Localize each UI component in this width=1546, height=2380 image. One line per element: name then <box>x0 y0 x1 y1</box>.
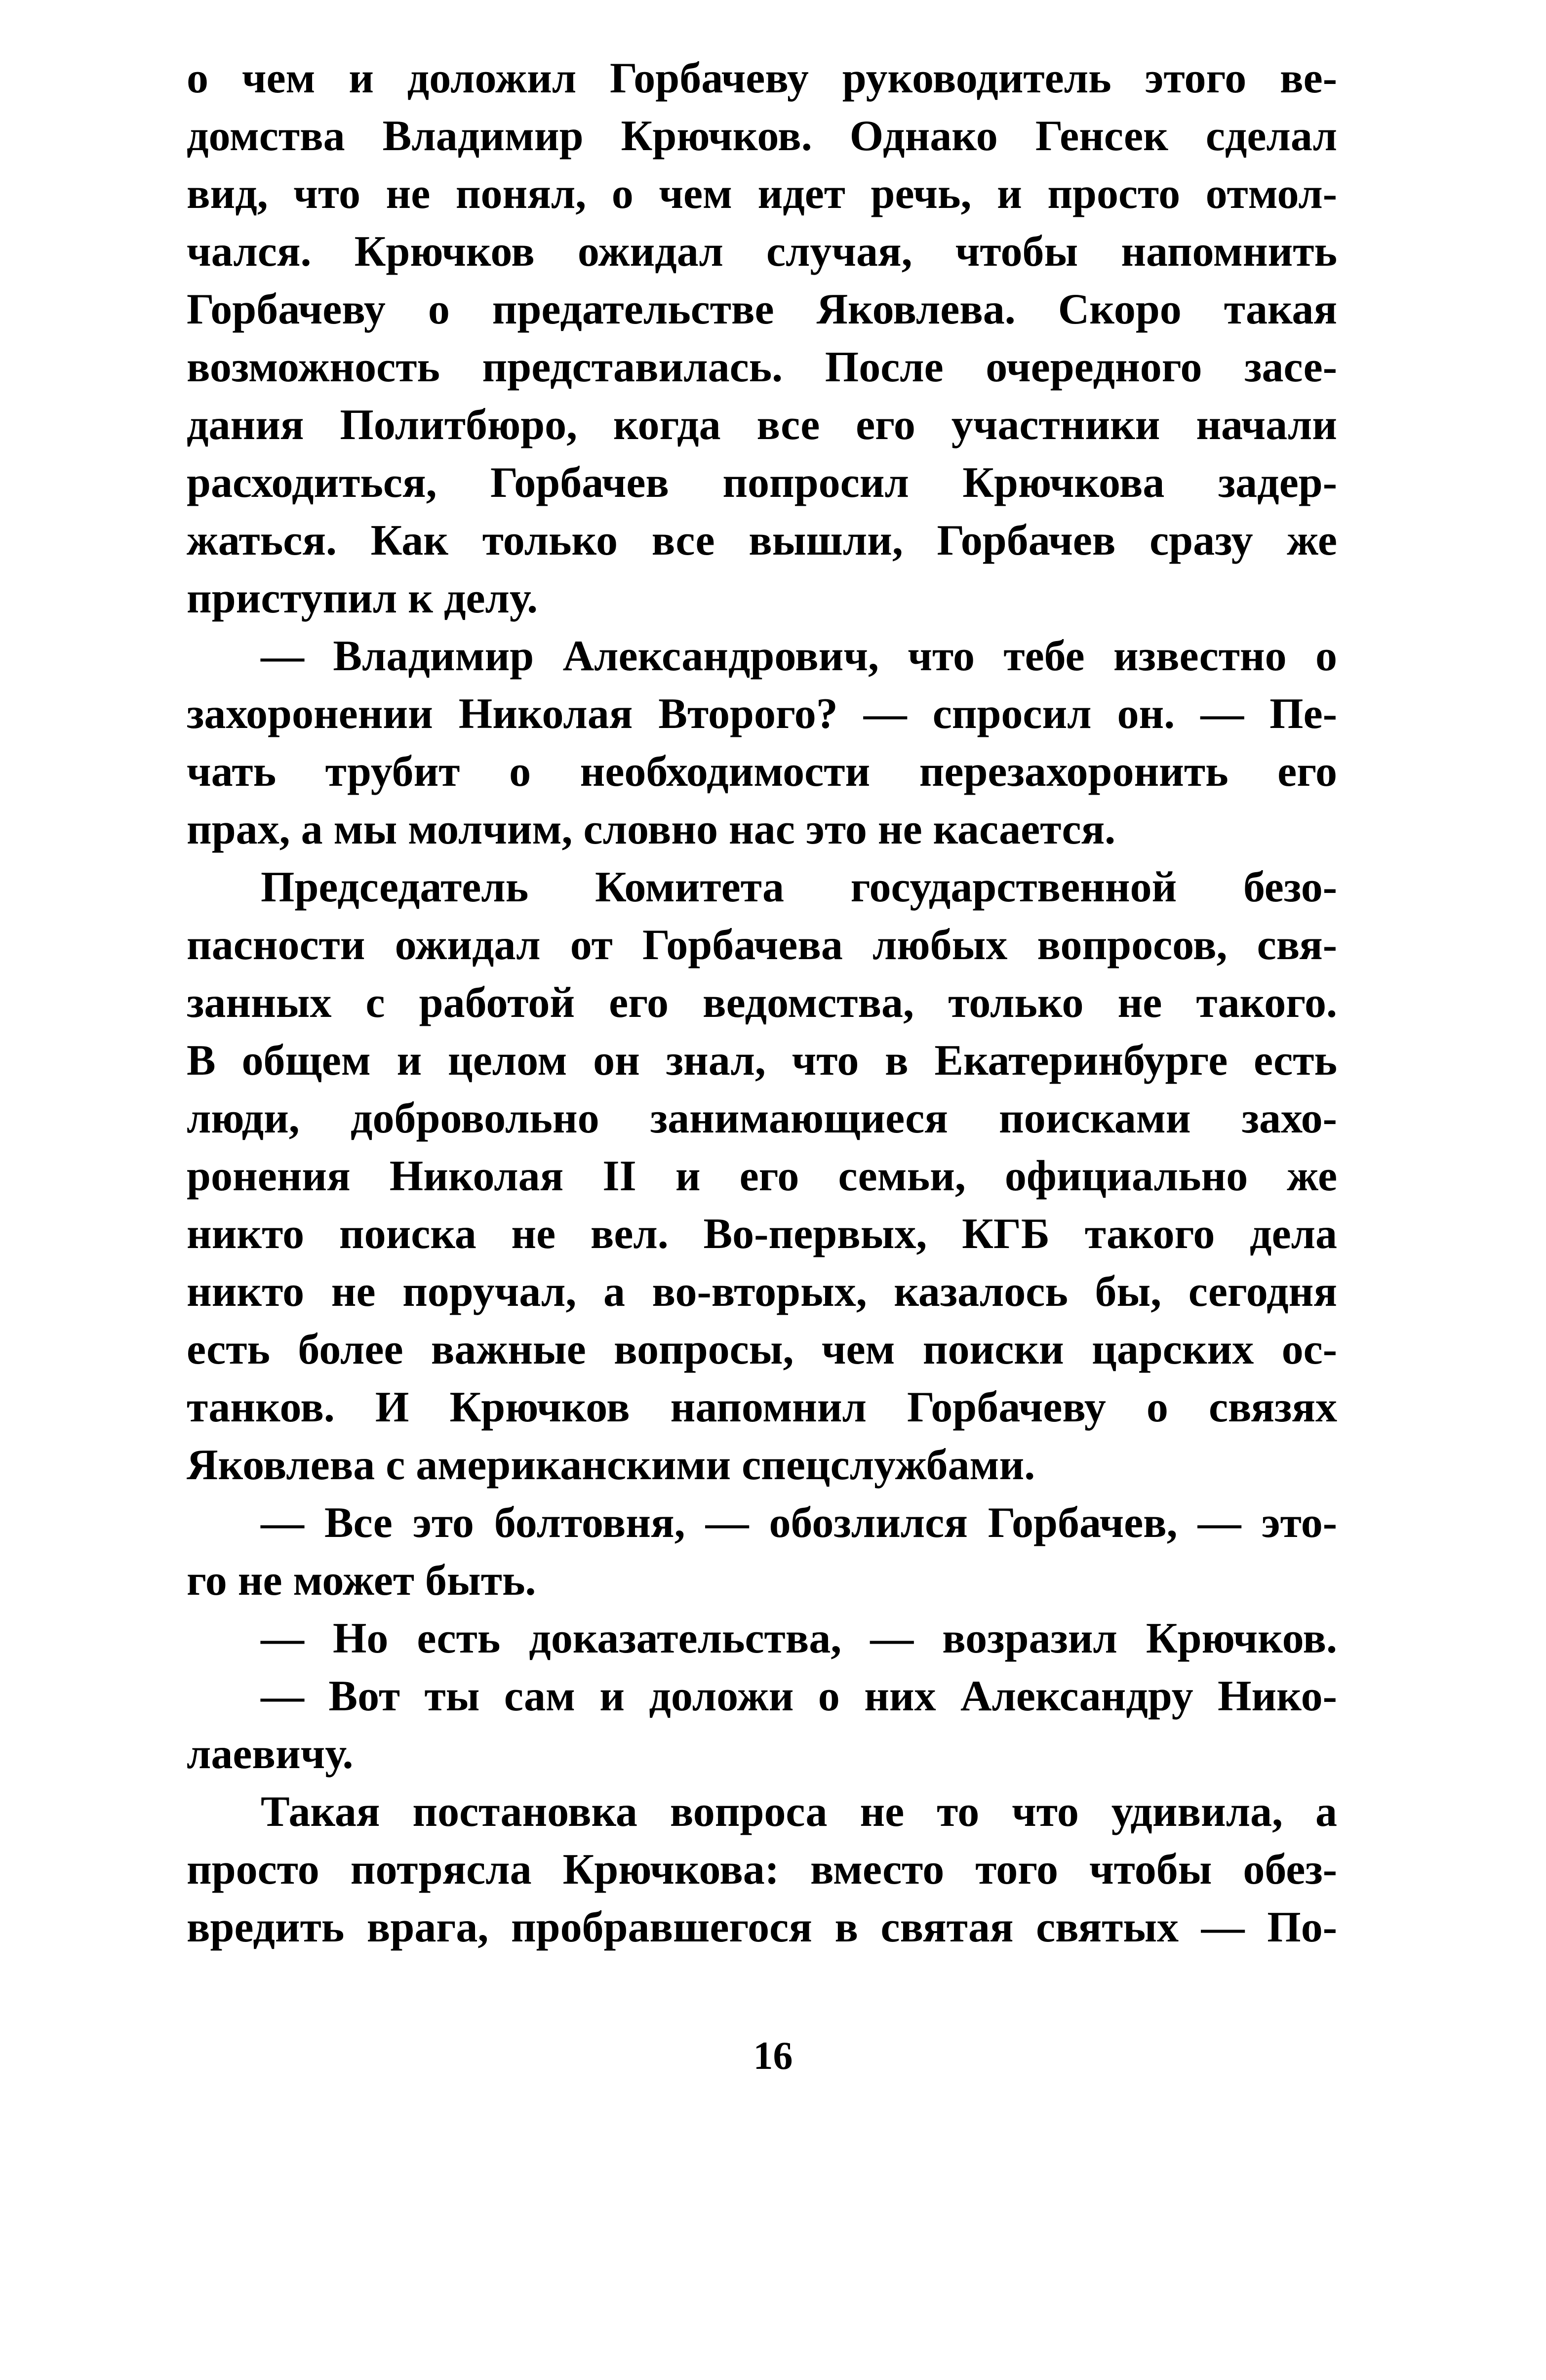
text-line: занных с работой его ведомства, только не такого. <box>187 979 1337 1027</box>
text-line: возможность представилась. После очередного засе- <box>187 343 1337 391</box>
text-line: жаться. Как только все вышли, Горбачев сразу же <box>187 517 1337 565</box>
text-line: Председатель Комитета государственной безо- <box>261 863 1337 911</box>
text-line: танков. И Крючков напомнил Горбачеву о связях <box>187 1383 1337 1431</box>
text-line: — Но есть доказательства, — возразил Крючков. <box>261 1614 1337 1662</box>
page-number: 16 <box>753 2034 793 2078</box>
text-line: захоронении Николая Второго? — спросил он. — Пе- <box>187 690 1337 738</box>
text-line: го не может быть. <box>187 1557 536 1605</box>
text-line: есть более важные вопросы, чем поиски царских ос- <box>187 1326 1337 1373</box>
text-line: просто потрясла Крючкова: вместо того чтобы обез- <box>187 1846 1337 1894</box>
text-line: Горбачеву о предательстве Яковлева. Скоро такая <box>187 285 1337 333</box>
text-line: В общем и целом он знал, что в Екатеринбурге есть <box>187 1037 1337 1085</box>
text-line: чать трубит о необходимости перезахоронить его <box>187 748 1337 796</box>
text-line: люди, добровольно занимающиеся поисками захо- <box>187 1094 1337 1142</box>
text-line: о чем и доложил Горбачеву руководитель этого ве- <box>187 54 1337 102</box>
text-line: чался. Крючков ожидал случая, чтобы напомнить <box>187 228 1337 276</box>
text-line: прах, а мы молчим, словно нас это не касается. <box>187 806 1116 853</box>
text-line: расходиться, Горбачев попросил Крючкова задер- <box>187 459 1337 507</box>
text-line: Яковлева с американскими спецслужбами. <box>187 1441 1035 1489</box>
text-line: приступил к делу. <box>187 574 538 622</box>
text-line: — Все это болтовня, — обозлился Горбачев, — это- <box>261 1499 1337 1547</box>
text-line: никто не поручал, а во-вторых, казалось бы, сегодня <box>187 1268 1337 1316</box>
text-line: ронения Николая II и его семьи, официально же <box>187 1152 1337 1200</box>
page-text-block <box>187 49 1337 1956</box>
text-line: лаевичу. <box>187 1730 354 1778</box>
text-line: вредить врага, пробравшегося в святая святых — По- <box>187 1903 1337 1951</box>
text-line: — Владимир Александрович, что тебе известно о <box>261 632 1337 680</box>
text-line: домства Владимир Крючков. Однако Генсек сделал <box>187 112 1337 160</box>
text-line: Такая постановка вопроса не то что удивила, а <box>261 1788 1337 1836</box>
text-line: пасности ожидал от Горбачева любых вопросов, свя- <box>187 921 1337 969</box>
text-line: — Вот ты сам и доложи о них Александру Нико- <box>261 1672 1337 1720</box>
text-line: никто поиска не вел. Во-первых, КГБ такого дела <box>187 1210 1337 1258</box>
text-line: дания Политбюро, когда все его участники начали <box>187 401 1337 449</box>
text-line: вид, что не понял, о чем идет речь, и просто отмол- <box>187 170 1337 218</box>
